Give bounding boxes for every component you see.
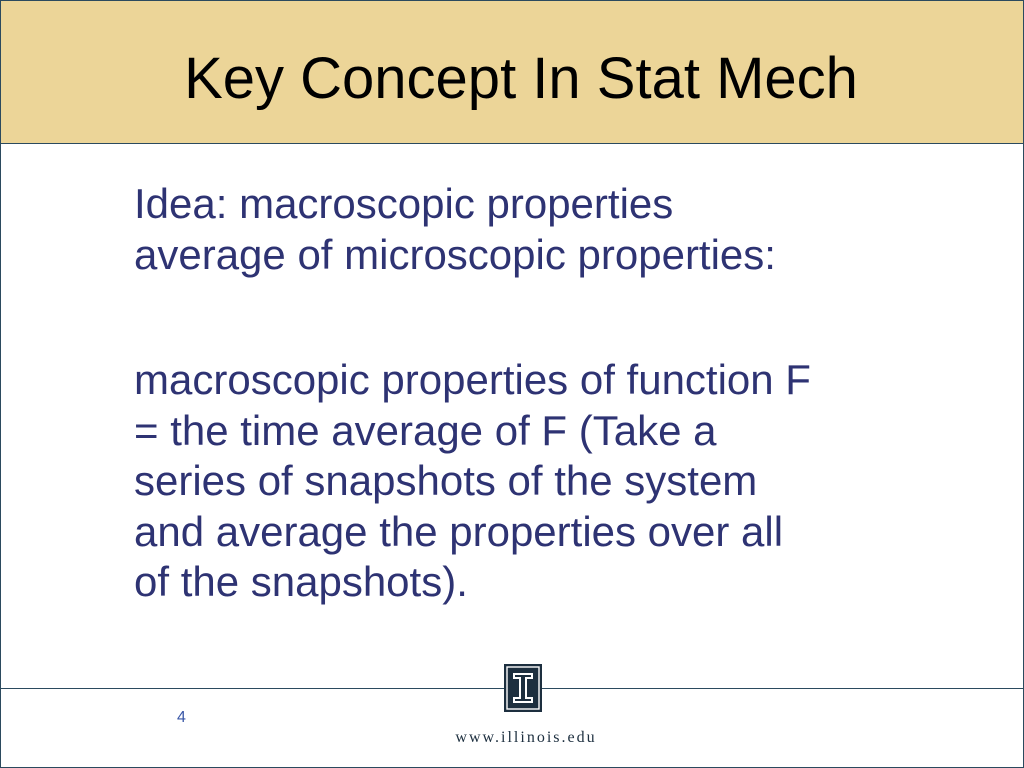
website-url: www.illinois.edu: [455, 729, 597, 746]
paragraph-line: Idea: macroscopic properties: [134, 180, 674, 227]
idea-paragraph: [134, 179, 934, 280]
paragraph-line: macroscopic properties of function F: [134, 356, 811, 403]
paragraph-line: = the time average of F (Take a: [134, 406, 717, 454]
paragraph-line: average of microscopic properties:: [134, 230, 776, 278]
paragraph-line: and average the properties over all: [134, 507, 784, 555]
paragraph-line: of the snapshots).: [134, 558, 468, 605]
slide-body: [134, 179, 934, 608]
title-band: [1, 1, 1023, 144]
paragraph-line: series of snapshots of the system: [134, 457, 758, 504]
slide-title: Key Concept In Stat Mech: [184, 46, 858, 111]
illinois-block-i-logo-icon: [504, 664, 542, 712]
time-average-paragraph: [134, 355, 934, 608]
page-number: 4: [177, 709, 186, 726]
